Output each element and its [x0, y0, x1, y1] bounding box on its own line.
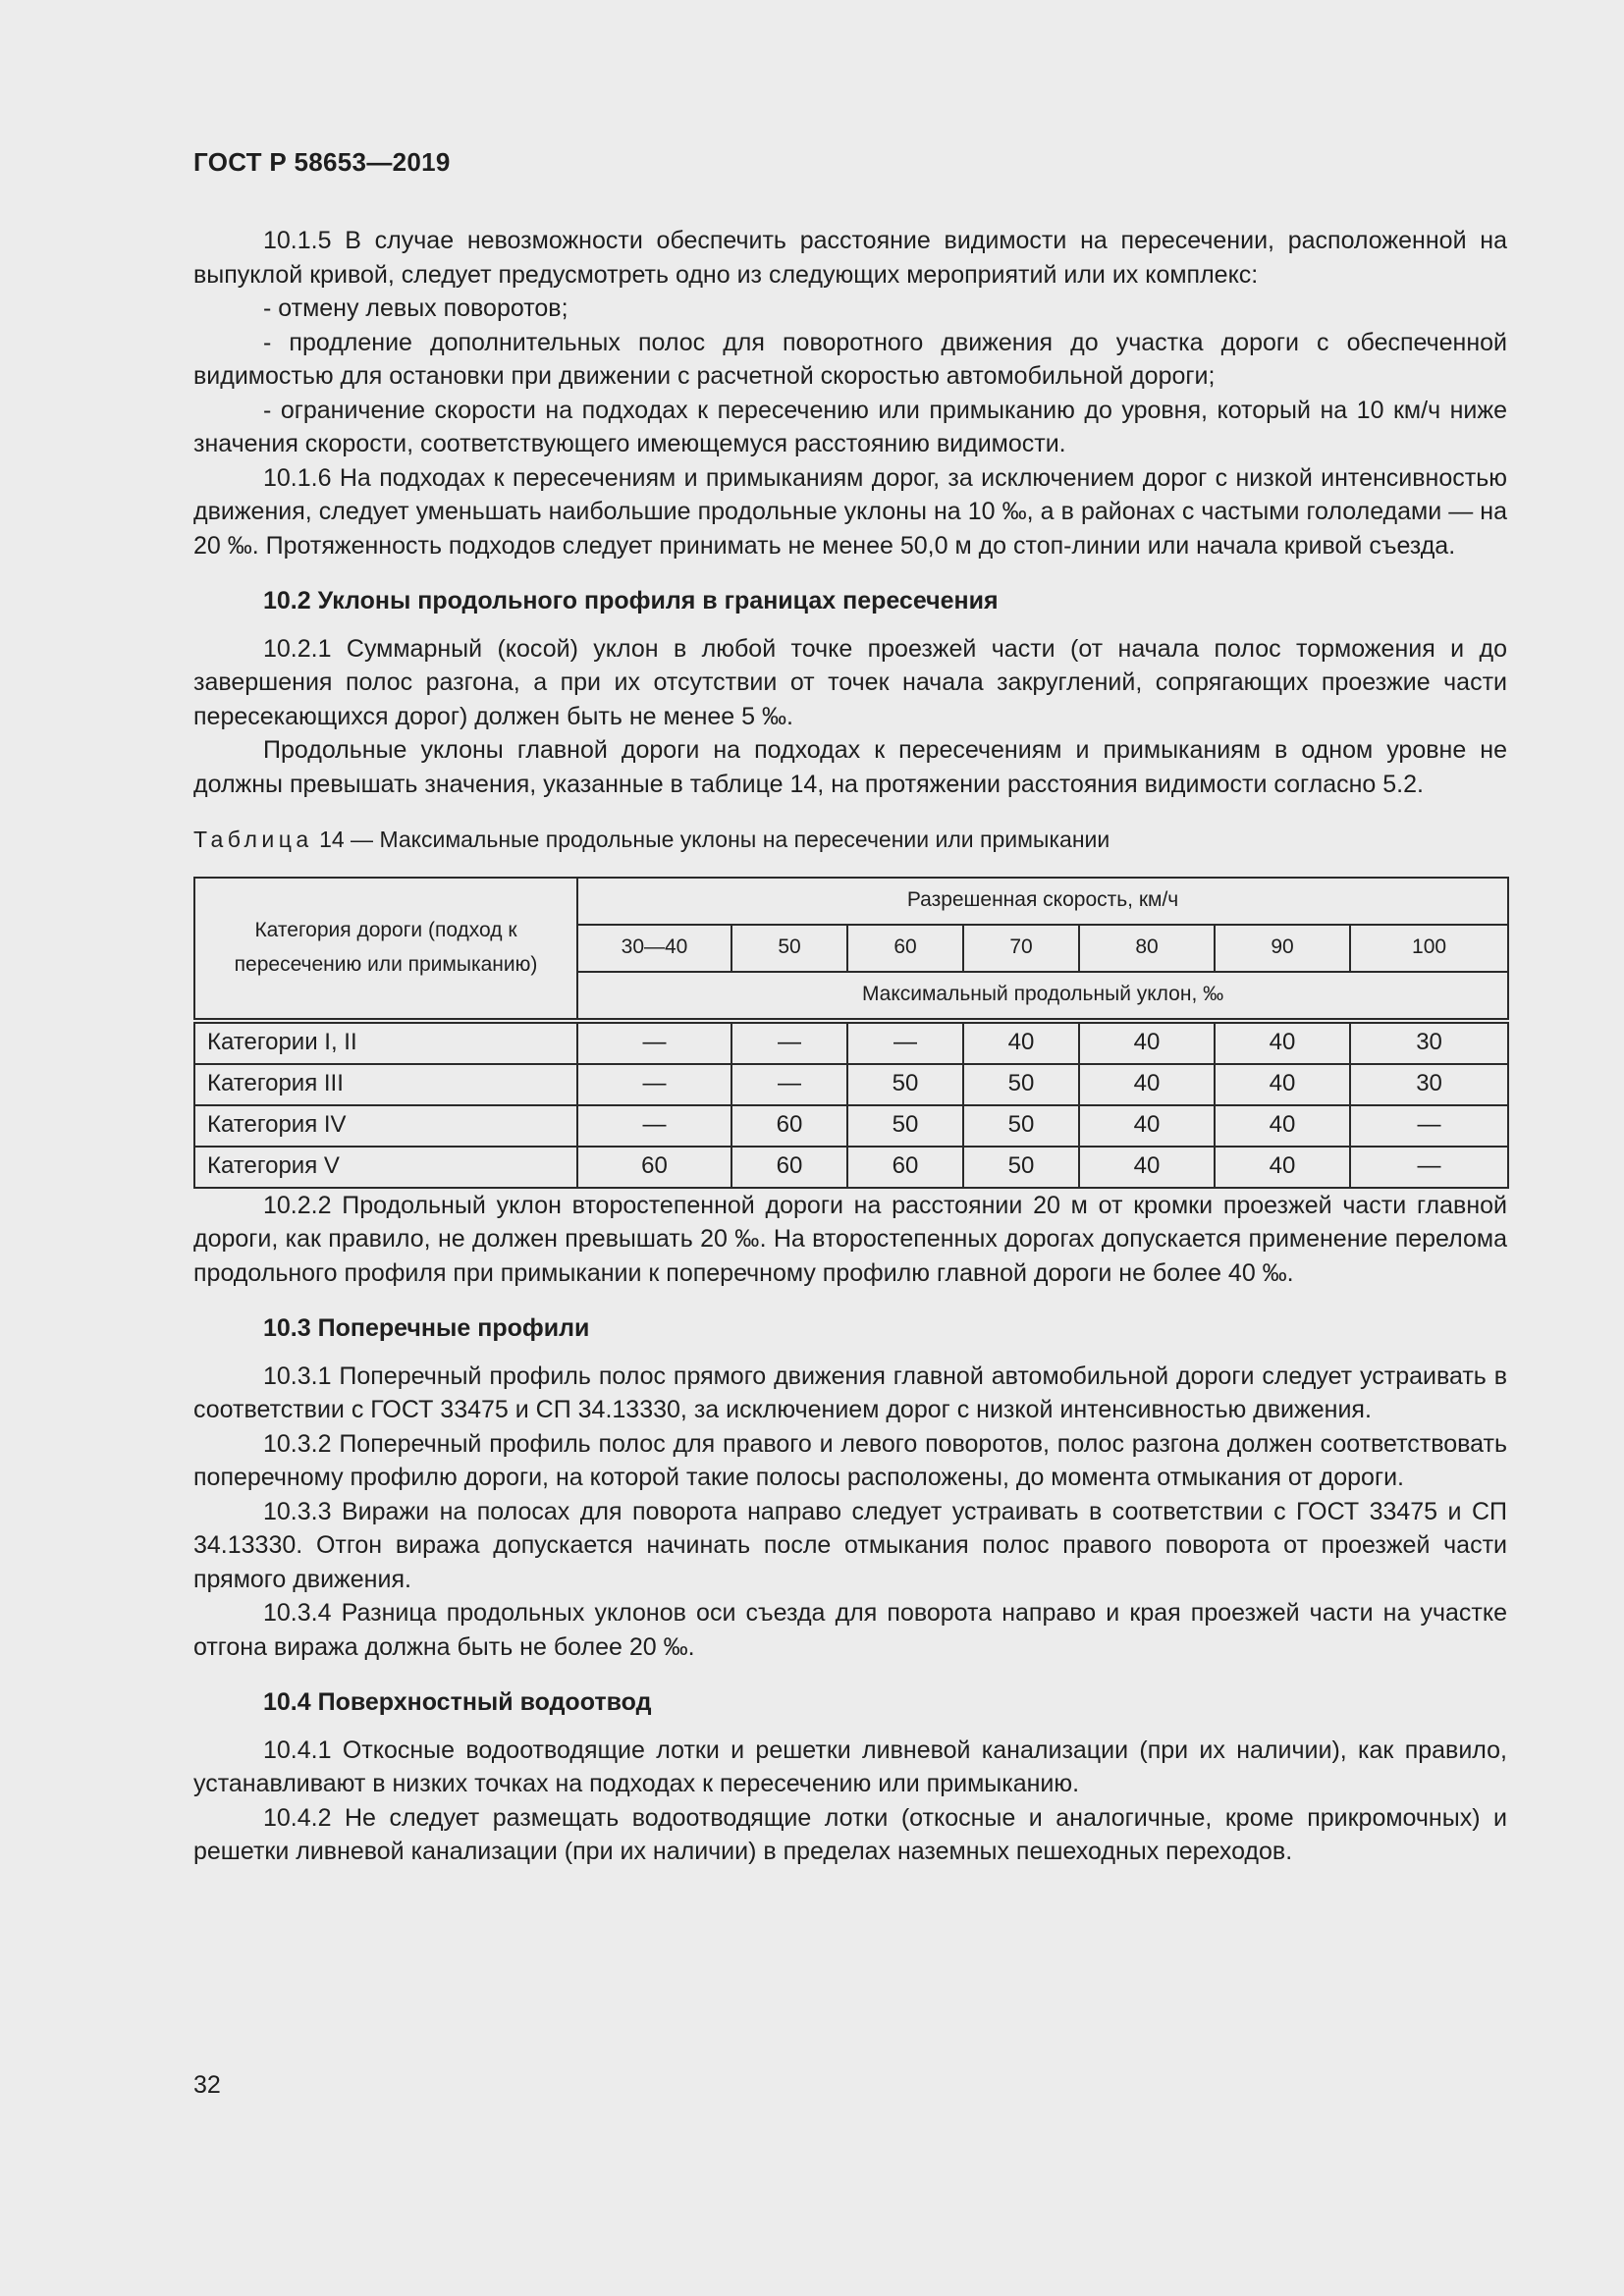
slope-value-cell: 40 — [1079, 1064, 1215, 1105]
document-header: ГОСТ Р 58653—2019 — [193, 147, 451, 177]
slope-value-cell: — — [1350, 1105, 1508, 1147]
slope-value-cell: — — [731, 1021, 847, 1064]
slope-value-cell: — — [1350, 1147, 1508, 1188]
table-row — [194, 1147, 1508, 1188]
table-caption-title: 14 — Максимальные продольные уклоны на пересечении или примыкании — [312, 827, 1110, 852]
list-item: - отмену левых поворотов; — [263, 294, 568, 322]
table-caption — [193, 823, 1507, 857]
slope-value-cell: — — [577, 1064, 731, 1105]
slope-value-cell: 60 — [731, 1105, 847, 1147]
slope-value-cell: 40 — [1215, 1105, 1350, 1147]
slope-value-cell: 60 — [731, 1147, 847, 1188]
paragraph: 10.1.5 В случае невозможности обеспечить расстояние видимости на пересечении, расположенной на выпуклой кривой, следует предусмотреть одно из следующих мероприятий или их комплекс: — [193, 227, 1507, 289]
table-header-row — [194, 878, 1508, 925]
slope-value-cell: — — [847, 1021, 963, 1064]
slope-value-cell: 50 — [963, 1147, 1079, 1188]
paragraph: 10.2.1 Суммарный (косой) уклон в любой точке проезжей части (от начала полос торможения и до завершения полос разгона, а при их отсутствии от точек начала закруглений, сопрягающих проезжие части пересекающихся дорог) должен быть не менее 5 ‰. — [193, 634, 1507, 730]
speed-header-cell: 100 — [1350, 925, 1508, 972]
list-item: - продление дополнительных полос для поворотного движения до участка дороги с обеспеченной видимостью для остановки при движении с расчетной скоростью автомобильной дороги; — [193, 328, 1507, 390]
page-number: 32 — [193, 2071, 221, 2099]
slope-value-cell: 30 — [1350, 1064, 1508, 1105]
speed-header-cell: 70 — [963, 925, 1079, 972]
speed-header-cell: 30—40 — [577, 925, 731, 972]
slope-value-cell: 40 — [963, 1021, 1079, 1064]
table-caption-label: Таблица — [193, 827, 313, 852]
slope-value-cell: 60 — [847, 1147, 963, 1188]
list-item: - ограничение скорости на подходах к пересечению или примыканию до уровня, который на 10 км/ч ниже значения скорости, соответствующего имеющемуся расстоянию видимости. — [193, 396, 1507, 457]
slope-value-cell: 50 — [847, 1064, 963, 1105]
paragraph: Продольные уклоны главной дороги на подходах к пересечениям и примыканиям в одном уровне не должны превышать значения, указанные в таблице 14, на протяжении расстояния видимости согласно 5.2. — [193, 736, 1507, 798]
slope-value-cell: 40 — [1215, 1064, 1350, 1105]
slope-value-cell: 40 — [1215, 1021, 1350, 1064]
column-header-slope: Максимальный продольный уклон, ‰ — [577, 972, 1508, 1021]
table-row — [194, 1105, 1508, 1147]
speed-header-cell: 90 — [1215, 925, 1350, 972]
column-header-category: Категория дороги (подход к пересечению или примыканию) — [194, 878, 577, 1021]
paragraph: 10.3.2 Поперечный профиль полос для правого и левого поворотов, полос разгона должен соответствовать поперечному профилю дороги, на которой такие полосы расположены, до момента отмыкания от дороги. — [193, 1429, 1507, 1491]
speed-header-cell: 60 — [847, 925, 963, 972]
row-category-cell: Категория III — [194, 1064, 577, 1105]
section-heading: 10.2 Уклоны продольного профиля в границах пересечения — [263, 587, 999, 614]
slope-value-cell: 40 — [1079, 1021, 1215, 1064]
paragraph: 10.4.1 Откосные водоотводящие лотки и решетки ливневой канализации (при их наличии), как правило, устанавливают в низких точках на подходах к пересечению или примыканию. — [193, 1735, 1507, 1797]
slope-table — [193, 877, 1509, 1189]
slope-value-cell: 30 — [1350, 1021, 1508, 1064]
speed-header-cell: 50 — [731, 925, 847, 972]
table-row — [194, 1064, 1508, 1105]
section-heading: 10.3 Поперечные профили — [263, 1314, 590, 1342]
section-heading: 10.4 Поверхностный водоотвод — [263, 1688, 652, 1716]
slope-value-cell: 40 — [1079, 1147, 1215, 1188]
paragraph: 10.4.2 Не следует размещать водоотводящие лотки (откосные и аналогичные, кроме прикромочных) и решетки ливневой канализации (при их наличии) в пределах наземных пешеходных переходов. — [193, 1803, 1507, 1865]
slope-value-cell: — — [731, 1064, 847, 1105]
speed-header-cell: 80 — [1079, 925, 1215, 972]
table-row — [194, 1021, 1508, 1064]
slope-value-cell: 50 — [847, 1105, 963, 1147]
slope-value-cell: — — [577, 1021, 731, 1064]
slope-value-cell: 40 — [1215, 1147, 1350, 1188]
slope-value-cell: — — [577, 1105, 731, 1147]
slope-value-cell: 50 — [963, 1064, 1079, 1105]
row-category-cell: Категория IV — [194, 1105, 577, 1147]
document-body — [193, 224, 1507, 1869]
paragraph: 10.2.2 Продольный уклон второстепенной дороги на расстоянии 20 м от кромки проезжей части главной дороги, как правило, не должен превышать 20 ‰. На второстепенных дорогах допускается применение перелома продольного профиля при примыкании к поперечному профилю главной дороги не более 40 ‰. — [193, 1191, 1507, 1287]
slope-value-cell: 40 — [1079, 1105, 1215, 1147]
slope-value-cell: 60 — [577, 1147, 731, 1188]
paragraph: 10.3.3 Виражи на полосах для поворота направо следует устраивать в соответствии с ГОСТ 33475 и СП 34.13330. Отгон виража допускается начинать после отмыкания полос правого поворота от проезжей части прямого движения. — [193, 1497, 1507, 1593]
paragraph: 10.3.4 Разница продольных уклонов оси съезда для поворота направо и края проезжей части на участке отгона виража должна быть не более 20 ‰. — [193, 1599, 1507, 1661]
slope-value-cell: 50 — [963, 1105, 1079, 1147]
paragraph: 10.1.6 На подходах к пересечениям и примыканиям дорог, за исключением дорог с низкой интенсивностью движения, следует уменьшать наибольшие продольные уклоны на 10 ‰, а в районах с частыми гололедами — на 20 ‰. Протяженность подходов следует принимать не менее 50,0 м до стоп-линии или начала кривой съезда. — [193, 463, 1507, 560]
paragraph: 10.3.1 Поперечный профиль полос прямого движения главной автомобильной дороги следует устраивать в соответствии с ГОСТ 33475 и СП 34.13330, за исключением дорог с низкой интенсивностью движения. — [193, 1362, 1507, 1423]
row-category-cell: Категории I, II — [194, 1021, 577, 1064]
row-category-cell: Категория V — [194, 1147, 577, 1188]
column-header-speed: Разрешенная скорость, км/ч — [577, 878, 1508, 925]
